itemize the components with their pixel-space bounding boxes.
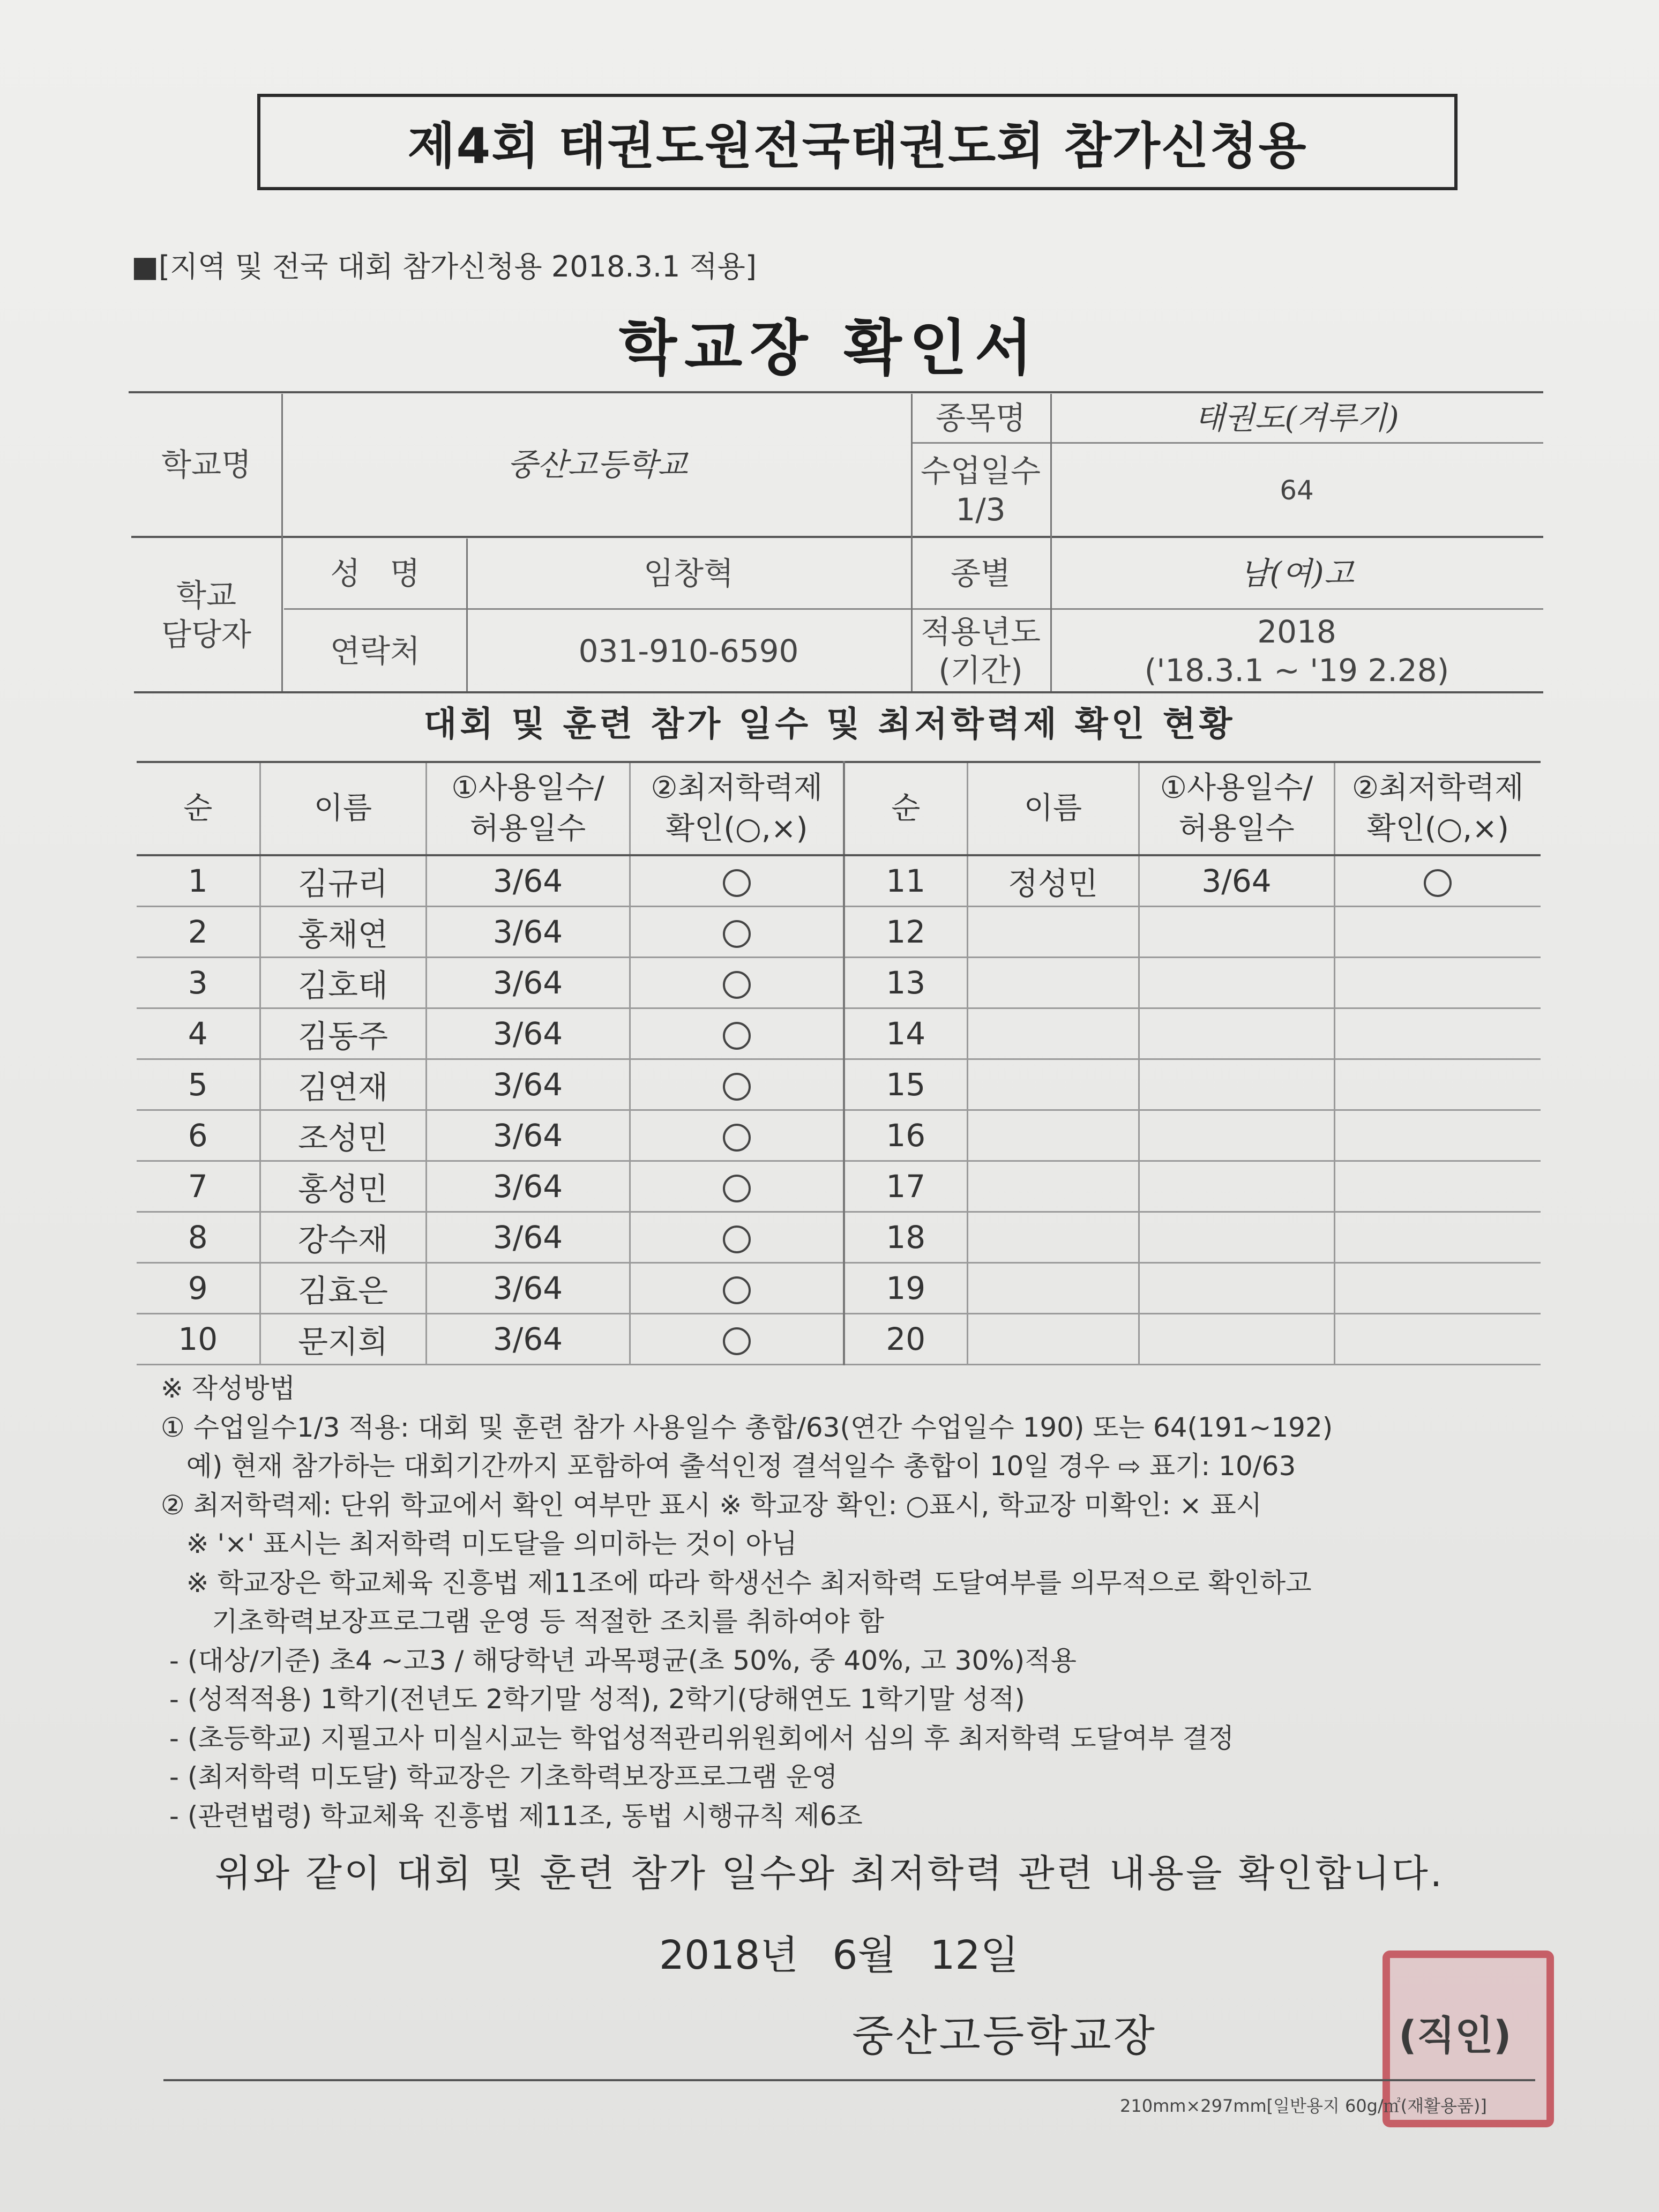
academic-check-cell — [1334, 855, 1541, 907]
usage-days: 3/64 — [426, 1212, 630, 1263]
name-label: 성 명 — [330, 555, 420, 592]
row-number: 9 — [137, 1263, 260, 1314]
table-row — [137, 1110, 1541, 1161]
academic-check-cell — [630, 1161, 844, 1212]
row-number: 5 — [137, 1059, 260, 1110]
academic-check-cell — [1334, 1110, 1541, 1161]
notice-text: ■[지역 및 전국 대회 참가신청용 2018.3.1 적용] — [131, 250, 757, 283]
usage-days: 3/64 — [426, 855, 630, 907]
usage-days — [1139, 1110, 1334, 1161]
days-label-line1: 수업일수 — [920, 452, 1041, 489]
usage-days — [1139, 1161, 1334, 1212]
participant-name: 강수재 — [260, 1212, 426, 1263]
contact-label: 연락처 — [330, 632, 421, 669]
participant-name — [967, 1263, 1139, 1314]
usage-days: 3/64 — [1139, 855, 1334, 907]
academic-check-cell — [630, 1008, 844, 1059]
date-text: 2018년 6월 12일 — [659, 1932, 1019, 1978]
row-number: 15 — [844, 1059, 967, 1110]
participant-name — [967, 1161, 1139, 1212]
academic-check-cell — [1334, 1314, 1541, 1365]
academic-check-cell — [630, 1314, 844, 1365]
table-row — [137, 1263, 1541, 1314]
usage-days — [1139, 1059, 1334, 1110]
col-header-check: ②최저학력제 확인(○,×) — [1334, 762, 1541, 855]
info-table-top-rule — [129, 391, 1543, 393]
document-title: 학교장 확인서 — [618, 313, 1041, 383]
usage-days: 3/64 — [426, 958, 630, 1008]
academic-check-cell — [630, 1263, 844, 1314]
academic-check-cell — [630, 855, 844, 907]
table-row — [137, 907, 1541, 958]
usage-days: 3/64 — [426, 1059, 630, 1110]
manager-label — [131, 539, 281, 691]
bottom-rule — [163, 2079, 1535, 2081]
circle-mark-icon — [723, 1073, 751, 1101]
row-number: 7 — [137, 1161, 260, 1212]
confirmation-text: 위와 같이 대회 및 훈련 참가 일수와 최저학력 관련 내용을 확인합니다. — [214, 1851, 1445, 1895]
year-label — [911, 611, 1050, 691]
participant-name — [967, 1110, 1139, 1161]
note-line: - (관련법령) 학교체육 진흥법 제11조, 동법 시행규칙 제6조 — [161, 1800, 863, 1832]
row-number: 19 — [844, 1263, 967, 1314]
usage-days — [1139, 1314, 1334, 1365]
note-line: - (초등학교) 지필고사 미실시교는 학업성적관리위원회에서 심의 후 최저학력 도달여부 결정 — [161, 1722, 1235, 1754]
row-number: 18 — [844, 1212, 967, 1263]
info-row-divider — [284, 608, 1543, 610]
col-header-no: 순 — [137, 762, 260, 855]
participant-name: 홍성민 — [260, 1161, 426, 1212]
academic-check-cell — [1334, 1161, 1541, 1212]
participant-name — [967, 1212, 1139, 1263]
info-table-bottom-rule — [134, 691, 1543, 693]
usage-days: 3/64 — [426, 1314, 630, 1365]
circle-mark-icon — [723, 1124, 751, 1152]
participant-name: 김규리 — [260, 855, 426, 907]
table-header-row — [137, 762, 1541, 855]
academic-check-cell — [630, 1212, 844, 1263]
row-number: 4 — [137, 1008, 260, 1059]
days-label — [911, 445, 1050, 536]
row-number: 20 — [844, 1314, 967, 1365]
table-row — [137, 958, 1541, 1008]
year-label-line2: (기간) — [938, 652, 1023, 689]
instructions-notes — [161, 1369, 1554, 1835]
circle-mark-icon — [723, 920, 751, 948]
info-table-mid-rule — [131, 536, 1543, 538]
usage-days: 3/64 — [426, 1161, 630, 1212]
col-header-no: 순 — [844, 762, 967, 855]
school-name-value: 중산고등학교 — [507, 446, 688, 483]
academic-check-cell — [1334, 958, 1541, 1008]
year-label-line1: 적용년도 — [920, 613, 1041, 650]
participant-name — [967, 958, 1139, 1008]
circle-mark-icon — [723, 1022, 751, 1050]
row-number: 1 — [137, 855, 260, 907]
usage-days: 3/64 — [426, 907, 630, 958]
academic-check-cell — [1334, 1059, 1541, 1110]
school-name-label: 학교명 — [161, 446, 252, 483]
event-value: 태권도(겨루기) — [1194, 399, 1399, 436]
circle-mark-icon — [723, 1276, 751, 1304]
usage-days — [1139, 907, 1334, 958]
participant-name: 김호태 — [260, 958, 426, 1008]
note-line: ② 최저학력제: 단위 학교에서 확인 여부만 표시 ※ 학교장 확인: ○표시, 학교장 미확인: × 표시 — [161, 1489, 1262, 1521]
academic-check-cell — [630, 907, 844, 958]
participant-name — [967, 1008, 1139, 1059]
academic-check-cell — [630, 1059, 844, 1110]
table-row — [137, 1161, 1541, 1212]
row-number: 10 — [137, 1314, 260, 1365]
table-row — [137, 1314, 1541, 1365]
circle-mark-icon — [723, 1225, 751, 1253]
academic-check-cell — [1334, 907, 1541, 958]
participant-name: 김효은 — [260, 1263, 426, 1314]
circle-mark-icon — [723, 1327, 751, 1355]
row-number: 6 — [137, 1110, 260, 1161]
manager-label-line1: 학교 — [176, 577, 237, 614]
principal-name: 중산고등학교장 — [852, 2011, 1157, 2061]
name-value: 임창혁 — [643, 555, 734, 592]
usage-days — [1139, 1008, 1334, 1059]
table-row — [137, 1212, 1541, 1263]
participant-name — [967, 1314, 1139, 1365]
note-line: ※ 학교장은 학교체육 진흥법 제11조에 따라 학생선수 최저학력 도달여부를 의무적으로 확인하고 — [161, 1567, 1312, 1598]
note-line: - (최저학력 미도달) 학교장은 기초학력보장프로그램 운영 — [161, 1761, 838, 1792]
note-line: ※ '×' 표시는 최저학력 미도달을 의미하는 것이 아님 — [161, 1528, 797, 1559]
seal-label: (직인) — [1399, 2013, 1512, 2059]
row-number: 11 — [844, 855, 967, 907]
year-value-line2: ('18.3.1 ~ '19 2.28) — [1144, 652, 1449, 689]
academic-check-cell — [1334, 1212, 1541, 1263]
row-number: 3 — [137, 958, 260, 1008]
note-line: - (대상/기준) 초4 ~고3 / 해당학년 과목평균(초 50%, 중 40%, 고 30%)적용 — [161, 1645, 1077, 1676]
note-line: ※ 작성방법 — [161, 1373, 295, 1404]
year-value-line1: 2018 — [1257, 613, 1336, 650]
header-title: 제4회 태권도원전국태권도회 참가신청용 — [257, 94, 1458, 190]
usage-days: 3/64 — [426, 1008, 630, 1059]
year-value — [1050, 611, 1543, 691]
usage-days — [1139, 1212, 1334, 1263]
participant-name: 조성민 — [260, 1110, 426, 1161]
academic-check-cell — [1334, 1008, 1541, 1059]
usage-days: 3/64 — [426, 1263, 630, 1314]
table-row — [137, 1008, 1541, 1059]
participant-name: 김동주 — [260, 1008, 426, 1059]
note-line: - (성적적용) 1학기(전년도 2학기말 성적), 2학기(당해연도 1학기말 성적) — [161, 1684, 1025, 1715]
note-line: ① 수업일수1/3 적용: 대회 및 훈련 참가 사용일수 총합/63(연간 수업일수 190) 또는 64(191~192) — [161, 1411, 1333, 1443]
circle-mark-icon — [723, 971, 751, 999]
circle-mark-icon — [723, 869, 751, 897]
col-header-check: ②최저학력제 확인(○,×) — [630, 762, 844, 855]
circle-mark-icon — [723, 1175, 751, 1202]
info-col-divider — [281, 394, 283, 691]
row-number: 12 — [844, 907, 967, 958]
days-label-line2: 1/3 — [955, 491, 1006, 528]
usage-days: 3/64 — [426, 1110, 630, 1161]
col-header-days: ①사용일수/ 허용일수 — [1139, 762, 1334, 855]
participant-name: 정성민 — [967, 855, 1139, 907]
row-number: 16 — [844, 1110, 967, 1161]
row-number: 14 — [844, 1008, 967, 1059]
status-title: 대회 및 훈련 참가 일수 및 최저학력제 확인 현황 — [423, 705, 1236, 744]
participant-name — [967, 1059, 1139, 1110]
contact-value: 031-910-6590 — [578, 632, 799, 669]
participant-name — [967, 907, 1139, 958]
table-row — [137, 855, 1541, 907]
info-row-divider — [911, 442, 1543, 444]
col-header-name: 이름 — [967, 762, 1139, 855]
table-row — [137, 1059, 1541, 1110]
participant-name: 홍채연 — [260, 907, 426, 958]
academic-check-cell — [630, 958, 844, 1008]
usage-days — [1139, 1263, 1334, 1314]
type-value: 남(여)고 — [1239, 555, 1354, 592]
participant-name: 문지희 — [260, 1314, 426, 1365]
paper-spec-note: 210mm×297mm[일반용지 60g/㎡(재활용품)] — [1120, 2096, 1487, 2116]
academic-check-cell — [1334, 1263, 1541, 1314]
days-value: 64 — [1280, 474, 1314, 506]
row-number: 8 — [137, 1212, 260, 1263]
event-label: 종목명 — [935, 399, 1026, 436]
usage-days — [1139, 958, 1334, 1008]
academic-check-cell — [630, 1110, 844, 1161]
type-label: 종별 — [950, 555, 1011, 592]
row-number: 2 — [137, 907, 260, 958]
row-number: 13 — [844, 958, 967, 1008]
col-header-name: 이름 — [260, 762, 426, 855]
row-number: 17 — [844, 1161, 967, 1212]
note-line: 기초학력보장프로그램 운영 등 적절한 조치를 취하여야 함 — [161, 1606, 884, 1637]
manager-label-line2: 담당자 — [161, 616, 252, 653]
note-line: 예) 현재 참가하는 대회기간까지 포함하여 출석인정 결석일수 총합이 10일 경우 ⇨ 표기: 10/63 — [161, 1451, 1296, 1482]
col-header-days: ①사용일수/ 허용일수 — [426, 762, 630, 855]
participant-name: 김연재 — [260, 1059, 426, 1110]
participants-table — [137, 761, 1541, 1365]
circle-mark-icon — [1424, 869, 1452, 897]
